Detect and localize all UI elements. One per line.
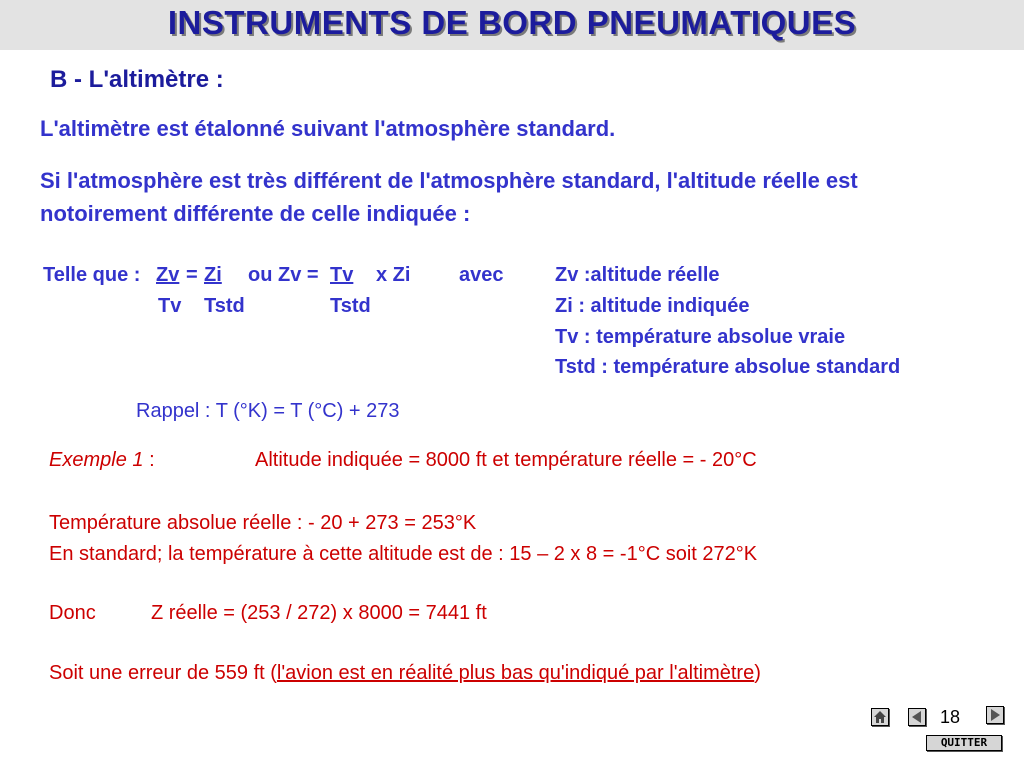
home-button[interactable] [871, 708, 889, 726]
formula-or: ou Zv = [248, 264, 319, 286]
example-colon: : [149, 449, 155, 471]
quit-button[interactable]: QUITTER [926, 735, 1002, 751]
conclusion-end: ) [754, 662, 761, 684]
legend-item-tstd: Tstd : température absolue standard [555, 356, 901, 378]
example-line-1: Température absolue réelle : - 20 + 273 = 253°K [49, 512, 477, 534]
formula-tv-numerator: Tv [330, 264, 354, 286]
formula-zv: Zv [156, 264, 180, 286]
home-icon [872, 709, 888, 725]
conclusion-underlined: l'avion est en réalité plus bas qu'indiqué par l'altimètre [276, 662, 755, 684]
conclusion-start: Soit une erreur de 559 ft ( [49, 662, 277, 684]
rappel-text: Rappel : T (°K) = T (°C) + 273 [136, 400, 400, 422]
formula-times: x Zi [376, 264, 411, 286]
formula-tv-denominator: Tv [158, 295, 182, 317]
formula-avec: avec [459, 264, 504, 286]
next-button[interactable] [986, 706, 1004, 724]
intro-line-2: Si l'atmosphère est très différent de l'atmosphère standard, l'altitude réelle est [40, 168, 858, 193]
example-label: Exemple 1 [49, 449, 144, 471]
section-title: B - L'altimètre : [50, 66, 224, 93]
example-result: Z réelle = (253 / 272) x 8000 = 7441 ft [151, 602, 487, 624]
legend-item-zi: Zi : altitude indiquée [555, 295, 750, 317]
formula-tstd-denominator-1: Tstd [204, 295, 245, 317]
example-label-line [49, 449, 155, 472]
triangle-right-icon [987, 707, 1003, 723]
example-donc: Donc [49, 602, 96, 624]
triangle-left-icon [909, 709, 925, 725]
page-number: 18 [940, 707, 961, 727]
legend-item-tv: Tv : température absolue vraie [555, 326, 846, 348]
legend-item-zv: Zv :altitude réelle [555, 264, 720, 286]
previous-button[interactable] [908, 708, 926, 726]
formula-equals: = [186, 264, 198, 286]
intro-line-1: L'altimètre est étalonné suivant l'atmosphère standard. [40, 116, 616, 141]
page-title: INSTRUMENTS DE BORD PNEUMATIQUES [167, 4, 857, 41]
intro-line-3: notoirement différente de celle indiquée : [40, 201, 471, 226]
formula-prefix: Telle que : [43, 264, 141, 286]
formula-zi: Zi [204, 264, 222, 286]
example-conclusion [49, 662, 761, 685]
example-line-2: En standard; la température à cette altitude est de : 15 – 2 x 8 = -1°C soit 272°K [49, 543, 758, 565]
formula-tstd-denominator-2: Tstd [330, 295, 371, 317]
example-statement: Altitude indiquée = 8000 ft et température réelle = - 20°C [255, 449, 757, 471]
